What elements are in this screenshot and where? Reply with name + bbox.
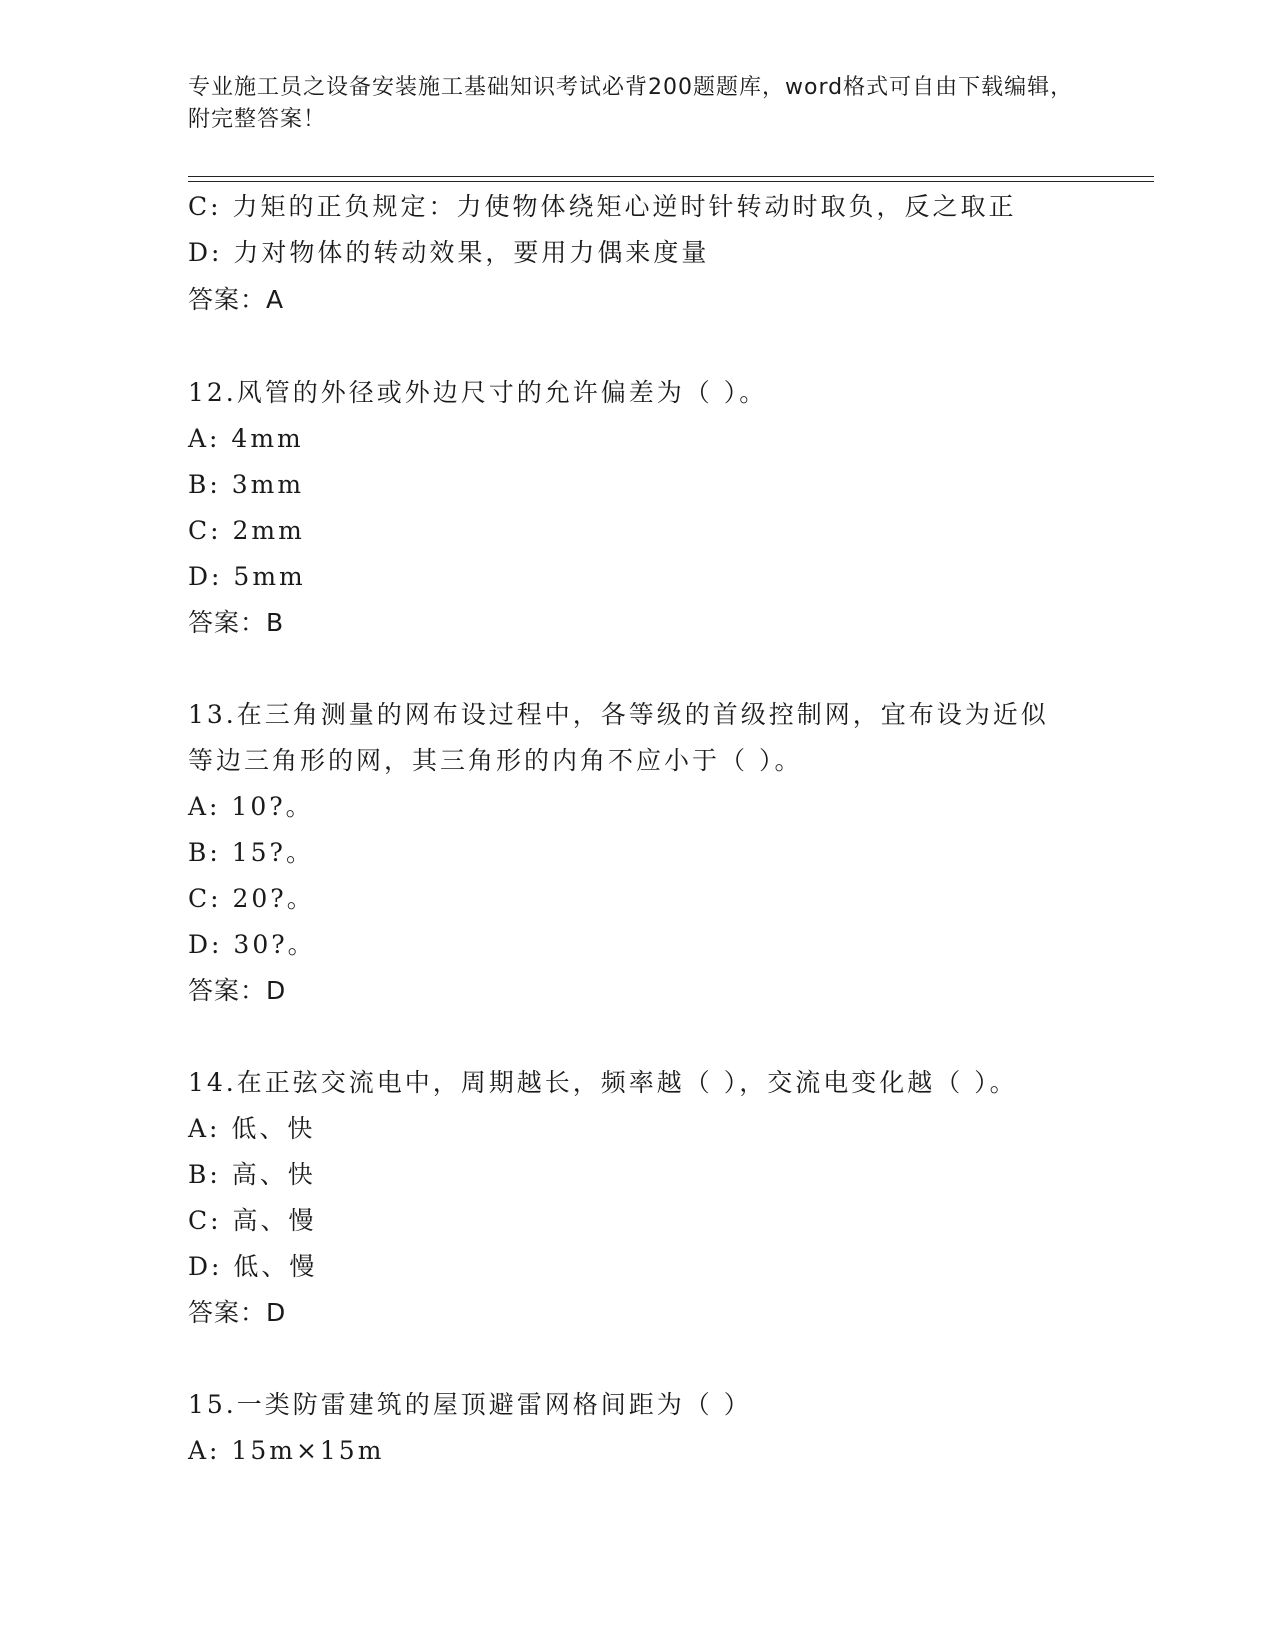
option-text: A: 低、快	[188, 1114, 316, 1143]
option-text: C: 高、慢	[188, 1206, 317, 1235]
answer-text: 答案：A	[188, 285, 285, 314]
answer-text: 答案：D	[188, 976, 287, 1005]
option-text: A: 10?。	[188, 792, 314, 821]
header-rule-top	[188, 176, 1154, 177]
question-stem: 13.在三角测量的网布设过程中，各等级的首级控制网，宜布设为近似	[188, 700, 1049, 729]
option-text: A: 15m×15m	[188, 1436, 385, 1465]
option-text: A: 4mm	[188, 424, 304, 453]
question-stem: 14.在正弦交流电中，周期越长，频率越（ ），交流电变化越（ ）。	[188, 1068, 1018, 1097]
header-rule-bottom	[188, 181, 1154, 182]
question-stem: 等边三角形的网，其三角形的内角不应小于（ ）。	[188, 746, 803, 775]
option-text: C: 2mm	[188, 516, 305, 545]
option-text: B: 高、快	[188, 1160, 316, 1189]
answer-text: 答案：D	[188, 1298, 287, 1327]
question-stem: 12.风管的外径或外边尺寸的允许偏差为（ ）。	[188, 378, 768, 407]
option-text: B: 15?。	[188, 838, 314, 867]
document-header: 专业施工员之设备安装施工基础知识考试必背200题题库，word格式可自由下载编辑，附完整答案！	[188, 75, 1074, 132]
option-text: D: 力对物体的转动效果，要用力偶来度量	[188, 238, 710, 267]
answer-text: 答案：B	[188, 608, 285, 637]
option-text: B: 3mm	[188, 470, 305, 499]
option-text: D: 30?。	[188, 930, 316, 959]
question-stem: 15.一类防雷建筑的屋顶避雷网格间距为（ ）	[188, 1390, 752, 1419]
option-text: C: 力矩的正负规定：力使物体绕矩心逆时针转动时取负，反之取正	[188, 192, 1017, 221]
option-text: C: 20?。	[188, 884, 315, 913]
option-text: D: 低、慢	[188, 1252, 318, 1281]
option-text: D: 5mm	[188, 562, 306, 591]
